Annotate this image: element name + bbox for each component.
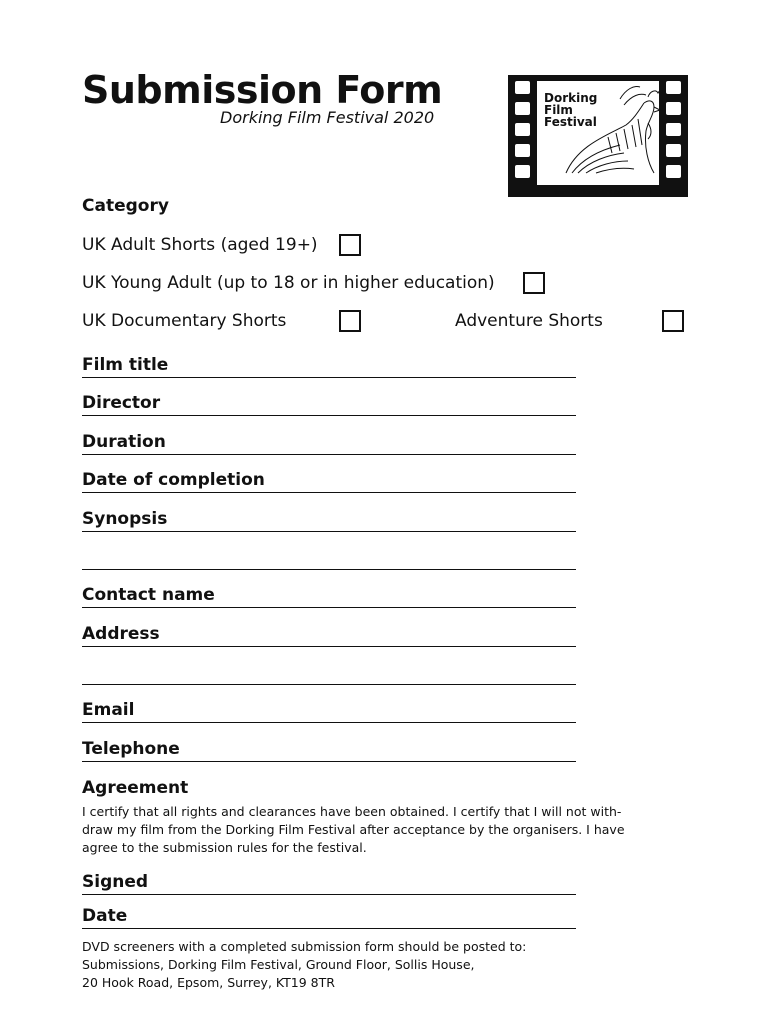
logo-url: www.DorkingFilmFestival.com — [554, 188, 651, 196]
email-label: Email — [82, 700, 135, 720]
film-title-label: Film title — [82, 355, 169, 375]
postal-line: 20 Hook Road, Epsom, Surrey, KT19 8TR — [82, 975, 335, 990]
date-label: Date — [82, 906, 128, 926]
category-option-label: UK Young Adult (up to 18 or in higher education) — [82, 273, 495, 293]
duration-input[interactable] — [172, 430, 576, 452]
address-continuation-line[interactable] — [82, 666, 576, 685]
date-of-completion-row — [82, 468, 576, 493]
category-checkbox-uk-adult-shorts[interactable] — [339, 234, 361, 256]
date-of-completion-input[interactable] — [262, 468, 576, 490]
telephone-input[interactable] — [182, 737, 576, 759]
signed-input[interactable] — [152, 870, 576, 892]
director-input[interactable] — [172, 391, 576, 413]
duration-row — [82, 430, 576, 455]
director-row — [82, 391, 576, 416]
contact-name-row — [82, 583, 576, 608]
address-row — [82, 622, 576, 647]
festival-logo — [508, 75, 688, 197]
date-row — [82, 904, 576, 929]
category-heading: Category — [82, 196, 169, 216]
logo-line-3: Festival — [544, 115, 597, 129]
postal-line: Submissions, Dorking Film Festival, Ground Floor, Sollis House, — [82, 957, 475, 972]
agreement-text — [82, 803, 642, 857]
postal-line: DVD screeners with a completed submission form should be posted to: — [82, 939, 527, 954]
director-label: Director — [82, 393, 161, 413]
synopsis-label: Synopsis — [82, 509, 168, 529]
signed-row — [82, 870, 576, 895]
category-checkbox-adventure-shorts[interactable] — [662, 310, 684, 332]
film-title-input[interactable] — [172, 353, 576, 375]
address-input[interactable] — [172, 622, 576, 644]
agreement-line: agree to the submission rules for the festival. — [82, 840, 367, 855]
duration-label: Duration — [82, 432, 166, 452]
film-strip-logo-icon — [508, 75, 688, 197]
category-option-label: UK Adult Shorts (aged 19+) — [82, 235, 318, 255]
contact-name-label: Contact name — [82, 585, 215, 605]
telephone-label: Telephone — [82, 739, 180, 759]
page-subtitle: Dorking Film Festival 2020 — [220, 108, 435, 127]
address-label: Address — [82, 624, 160, 644]
category-option-label: UK Documentary Shorts — [82, 311, 287, 331]
synopsis-input[interactable] — [172, 507, 576, 529]
film-title-row — [82, 353, 576, 378]
category-option-label: Adventure Shorts — [455, 311, 603, 331]
page-title: Submission Form — [82, 68, 443, 112]
category-checkbox-uk-young-adult[interactable] — [523, 272, 545, 294]
agreement-heading: Agreement — [82, 778, 189, 798]
email-row — [82, 698, 576, 723]
logo-line-1: Dorking — [544, 91, 598, 105]
category-checkbox-uk-documentary-shorts[interactable] — [339, 310, 361, 332]
logo-line-2: Film — [544, 103, 573, 117]
date-of-completion-label: Date of completion — [82, 470, 265, 490]
email-input[interactable] — [152, 698, 576, 720]
synopsis-continuation-line[interactable] — [82, 551, 576, 570]
agreement-line: I certify that all rights and clearances have been obtained. I certify that I will not with- — [82, 804, 622, 819]
agreement-line: draw my film from the Dorking Film Festival after acceptance by the organisers. I have — [82, 822, 625, 837]
telephone-row — [82, 737, 576, 762]
signed-label: Signed — [82, 872, 149, 892]
synopsis-row — [82, 507, 576, 532]
postal-instructions — [82, 938, 642, 992]
contact-name-input[interactable] — [212, 583, 576, 605]
date-input[interactable] — [142, 904, 576, 926]
